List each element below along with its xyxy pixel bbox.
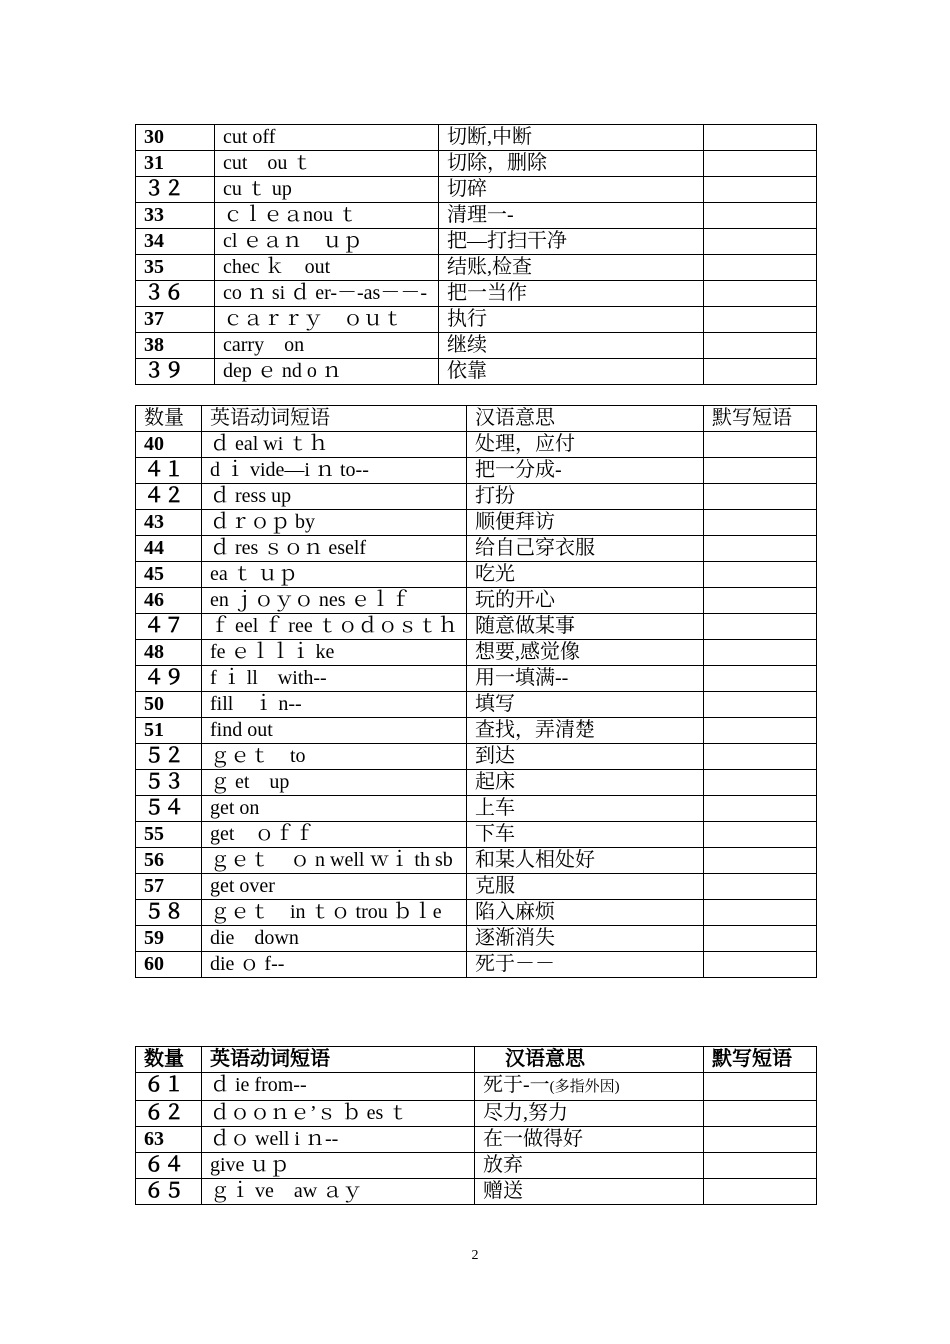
row-number: 44: [136, 536, 202, 562]
chinese-meaning: 随意做某事: [467, 614, 704, 640]
chinese-meaning: 继续: [439, 333, 704, 359]
table-row: [136, 432, 817, 458]
chinese-meaning: 陷入麻烦: [467, 900, 704, 926]
dictation-blank: [704, 562, 817, 588]
table-row: [136, 822, 817, 848]
dictation-blank: [704, 255, 817, 281]
dictation-blank: [704, 666, 817, 692]
chinese-meaning: 把一分成-: [467, 458, 704, 484]
row-number: ４１: [136, 458, 202, 484]
english-phrase: die down: [202, 926, 467, 952]
english-phrase: ｄｒｏｐ by: [202, 510, 467, 536]
chinese-meaning: 用一填满--: [467, 666, 704, 692]
table-row: [136, 692, 817, 718]
dictation-blank: [704, 177, 817, 203]
chinese-meaning: 清理一-: [439, 203, 704, 229]
english-phrase: ｇｅｔ ｏ n well ｗｉ th sb: [202, 848, 467, 874]
row-number: 40: [136, 432, 202, 458]
chinese-meaning: 处理，应付: [467, 432, 704, 458]
table-row: [136, 1073, 817, 1101]
table-row: [136, 666, 817, 692]
row-number: 45: [136, 562, 202, 588]
row-number: 35: [136, 255, 215, 281]
chinese-meaning: 打扮: [467, 484, 704, 510]
dictation-blank: [704, 458, 817, 484]
english-phrase: give ｕｐ: [202, 1153, 475, 1179]
table-row: [136, 770, 817, 796]
english-phrase: ｇ et up: [202, 770, 467, 796]
table-row: [136, 151, 817, 177]
row-number: 51: [136, 718, 202, 744]
dictation-blank: [704, 1179, 817, 1205]
dictation-blank: [704, 1127, 817, 1153]
dictation-blank: [704, 770, 817, 796]
chinese-meaning: 想要,感觉像: [467, 640, 704, 666]
row-number: 38: [136, 333, 215, 359]
table-row: [136, 588, 817, 614]
chinese-meaning-text: 死于-一: [483, 1074, 550, 1096]
phrase-table-2: [135, 405, 817, 978]
row-number: 37: [136, 307, 215, 333]
english-phrase: f ｉ ll with--: [202, 666, 467, 692]
row-number: 33: [136, 203, 215, 229]
table-row: [136, 718, 817, 744]
dictation-blank: [704, 281, 817, 307]
dictation-blank: [704, 692, 817, 718]
english-phrase: get over: [202, 874, 467, 900]
table-row: [136, 484, 817, 510]
chinese-meaning: 切断,中断: [439, 125, 704, 151]
dictation-blank: [704, 333, 817, 359]
header-chinese: 汉语意思: [467, 406, 704, 432]
row-number: ６１: [136, 1073, 202, 1101]
table-row: [136, 952, 817, 978]
table-row: [136, 562, 817, 588]
chinese-meaning: 上车: [467, 796, 704, 822]
chinese-meaning: 吃光: [467, 562, 704, 588]
header-dictation: 默写短语: [704, 1047, 817, 1073]
english-phrase: ｇｅｔ in ｔｏ trou ｂｌe: [202, 900, 467, 926]
english-phrase: ｄ eal wi ｔｈ: [202, 432, 467, 458]
chinese-meaning-note: (多指外因): [549, 1079, 620, 1095]
dictation-blank: [704, 307, 817, 333]
row-number: ４２: [136, 484, 202, 510]
dictation-blank: [704, 125, 817, 151]
dictation-blank: [704, 1153, 817, 1179]
row-number: ５２: [136, 744, 202, 770]
chinese-meaning: 顺便拜访: [467, 510, 704, 536]
english-phrase: cut off: [215, 125, 439, 151]
row-number: 48: [136, 640, 202, 666]
row-number: ６２: [136, 1101, 202, 1127]
row-number: 57: [136, 874, 202, 900]
english-phrase: get ｏｆｆ: [202, 822, 467, 848]
phrase-table-3: [135, 1046, 817, 1205]
english-phrase: cu ｔ up: [215, 177, 439, 203]
chinese-meaning: 起床: [467, 770, 704, 796]
table-row: [136, 900, 817, 926]
english-phrase: ｄｏｏｎｅ’ｓ ｂ es ｔ: [202, 1101, 475, 1127]
dictation-blank: [704, 848, 817, 874]
english-phrase: ｄ ie from--: [202, 1073, 475, 1101]
header-english: 英语动词短语: [202, 406, 467, 432]
table-row: [136, 333, 817, 359]
dictation-blank: [704, 952, 817, 978]
english-phrase: ｄｏ well i ｎ--: [202, 1127, 475, 1153]
dictation-blank: [704, 484, 817, 510]
english-phrase: en ｊｏｙｏ nes ｅｌｆ: [202, 588, 467, 614]
dictation-blank: [704, 432, 817, 458]
row-number: ３２: [136, 177, 215, 203]
row-number: ４７: [136, 614, 202, 640]
header-chinese: 汉语意思: [475, 1047, 704, 1073]
table-row: [136, 510, 817, 536]
chinese-meaning: 到达: [467, 744, 704, 770]
table-header-row: [136, 1047, 817, 1073]
dictation-blank: [704, 718, 817, 744]
table-row: [136, 177, 817, 203]
english-phrase: find out: [202, 718, 467, 744]
row-number: 60: [136, 952, 202, 978]
row-number: ３９: [136, 359, 215, 385]
dictation-blank: [704, 359, 817, 385]
row-number: ５３: [136, 770, 202, 796]
dictation-blank: [704, 926, 817, 952]
chinese-meaning: 查找，弄清楚: [467, 718, 704, 744]
table-row: [136, 1127, 817, 1153]
table-row: [136, 255, 817, 281]
english-phrase: cl ｅａｎ ｕｐ: [215, 229, 439, 255]
chinese-meaning: 克服: [467, 874, 704, 900]
chinese-meaning: 玩的开心: [467, 588, 704, 614]
table-row: [136, 1153, 817, 1179]
dictation-blank: [704, 510, 817, 536]
chinese-meaning: 赠送: [475, 1179, 704, 1205]
table-row: [136, 281, 817, 307]
english-phrase: ｇｉ ve aw ａｙ: [202, 1179, 475, 1205]
dictation-blank: [704, 151, 817, 177]
table-row: [136, 848, 817, 874]
table-row: [136, 744, 817, 770]
row-number: 55: [136, 822, 202, 848]
table-row: [136, 458, 817, 484]
dictation-blank: [704, 874, 817, 900]
chinese-meaning: 尽力,努力: [475, 1101, 704, 1127]
row-number: ５８: [136, 900, 202, 926]
english-phrase: cut ou ｔ: [215, 151, 439, 177]
chinese-meaning: 执行: [439, 307, 704, 333]
english-phrase: die ｏ f--: [202, 952, 467, 978]
english-phrase: fill ｉ n--: [202, 692, 467, 718]
dictation-blank: [704, 900, 817, 926]
english-phrase: ｇｅｔ to: [202, 744, 467, 770]
dictation-blank: [704, 1101, 817, 1127]
english-phrase: chec ｋ out: [215, 255, 439, 281]
phrase-table-1: [135, 124, 817, 385]
table-row: [136, 640, 817, 666]
chinese-meaning: [475, 1073, 704, 1101]
table-row: [136, 796, 817, 822]
table-header-row: [136, 406, 817, 432]
chinese-meaning: 在一做得好: [475, 1127, 704, 1153]
chinese-meaning: 切碎: [439, 177, 704, 203]
row-number: 63: [136, 1127, 202, 1153]
row-number: 59: [136, 926, 202, 952]
english-phrase: co ｎ si ｄ er-－-as－－-: [215, 281, 439, 307]
table-row: [136, 614, 817, 640]
row-number: ５４: [136, 796, 202, 822]
dictation-blank: [704, 229, 817, 255]
english-phrase: fe ｅｌｌｉ ke: [202, 640, 467, 666]
dictation-blank: [704, 640, 817, 666]
chinese-meaning: 逐渐消失: [467, 926, 704, 952]
row-number: 30: [136, 125, 215, 151]
dictation-blank: [704, 536, 817, 562]
chinese-meaning: 放弃: [475, 1153, 704, 1179]
table-row: [136, 229, 817, 255]
dictation-blank: [704, 1073, 817, 1101]
row-number: ４９: [136, 666, 202, 692]
row-number: ６５: [136, 1179, 202, 1205]
chinese-meaning: 给自己穿衣服: [467, 536, 704, 562]
row-number: 50: [136, 692, 202, 718]
chinese-meaning: 把一当作: [439, 281, 704, 307]
dictation-blank: [704, 796, 817, 822]
row-number: ３６: [136, 281, 215, 307]
table-row: [136, 536, 817, 562]
dictation-blank: [704, 744, 817, 770]
english-phrase: ｆ eel ｆ ree ｔｏｄｏｓｔｈ: [202, 614, 467, 640]
english-phrase: ｃｌｅａnou ｔ: [215, 203, 439, 229]
page-number: 2: [471, 1248, 479, 1263]
header-num: 数量: [136, 1047, 202, 1073]
dictation-blank: [704, 588, 817, 614]
table-row: [136, 1101, 817, 1127]
row-number: 46: [136, 588, 202, 614]
chinese-meaning: 和某人相处好: [467, 848, 704, 874]
row-number: ６４: [136, 1153, 202, 1179]
row-number: 31: [136, 151, 215, 177]
chinese-meaning: 结账,检查: [439, 255, 704, 281]
english-phrase: ea ｔ ｕｐ: [202, 562, 467, 588]
dictation-blank: [704, 822, 817, 848]
english-phrase: ｄ ress up: [202, 484, 467, 510]
english-phrase: get on: [202, 796, 467, 822]
dictation-blank: [704, 203, 817, 229]
row-number: 43: [136, 510, 202, 536]
table-row: [136, 359, 817, 385]
english-phrase: ｄ res ｓｏｎ eself: [202, 536, 467, 562]
chinese-meaning: 依靠: [439, 359, 704, 385]
row-number: 56: [136, 848, 202, 874]
english-phrase: d ｉ vide—i ｎ to--: [202, 458, 467, 484]
table-row: [136, 203, 817, 229]
chinese-meaning: 下车: [467, 822, 704, 848]
row-number: 34: [136, 229, 215, 255]
table-row: [136, 125, 817, 151]
table-row: [136, 1179, 817, 1205]
dictation-blank: [704, 614, 817, 640]
chinese-meaning: 切除，删除: [439, 151, 704, 177]
chinese-meaning: 把—打扫干净: [439, 229, 704, 255]
table-row: [136, 926, 817, 952]
english-phrase: ｃａｒｒｙ ｏｕｔ: [215, 307, 439, 333]
english-phrase: dep ｅ nd o ｎ: [215, 359, 439, 385]
table-row: [136, 874, 817, 900]
header-num: 数量: [136, 406, 202, 432]
english-phrase: carry on: [215, 333, 439, 359]
table-row: [136, 307, 817, 333]
chinese-meaning: 死于－－: [467, 952, 704, 978]
chinese-meaning: 填写: [467, 692, 704, 718]
header-dictation: 默写短语: [704, 406, 817, 432]
header-english: 英语动词短语: [202, 1047, 475, 1073]
